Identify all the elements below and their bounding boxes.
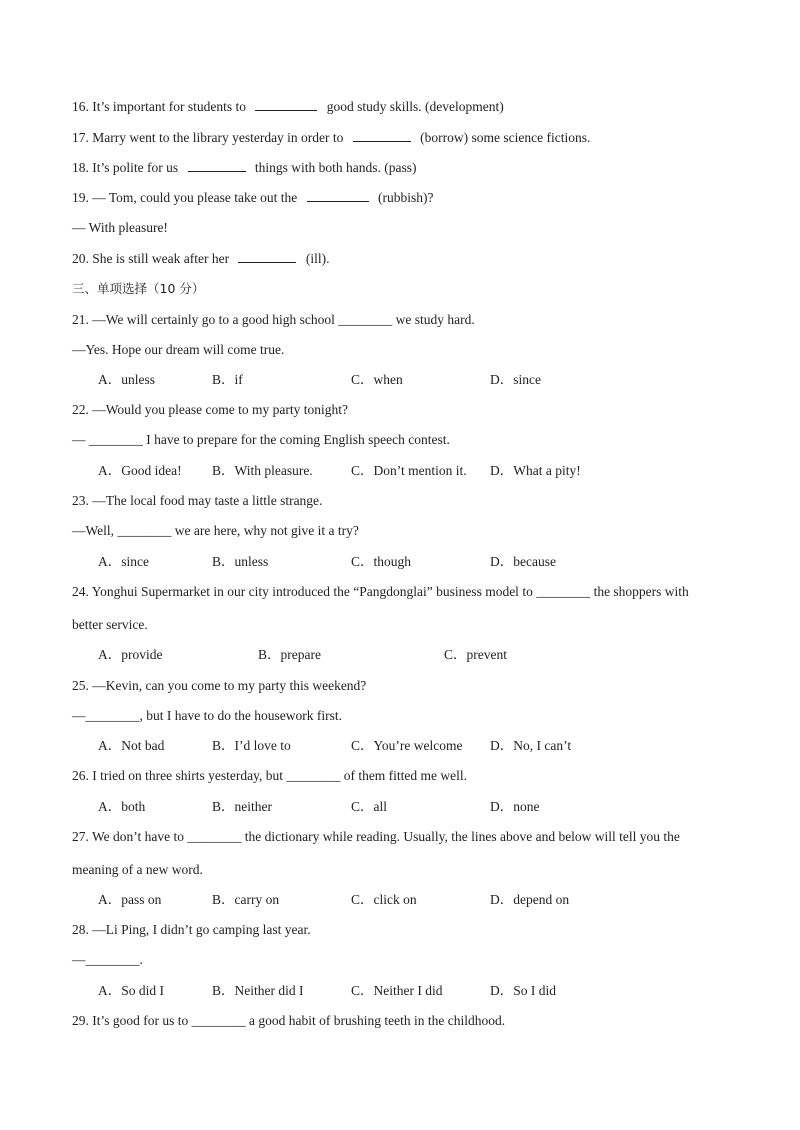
option-b[interactable]: B．With pleasure. <box>212 463 313 478</box>
option-b[interactable]: B．neither <box>212 799 272 814</box>
question-19 <box>72 189 434 206</box>
option-d[interactable]: D．depend on <box>490 892 570 907</box>
option-a[interactable]: A．provide <box>98 647 163 662</box>
answer-blank[interactable] <box>188 159 246 172</box>
question-number: 21. <box>72 312 89 327</box>
question-stem: —Would you please come to my party tonight? <box>92 402 348 417</box>
question-text-after: (borrow) some science fictions. <box>420 130 591 145</box>
option-c[interactable]: C．all <box>351 799 387 814</box>
section-heading: 三、单项选择（10 分） <box>72 281 205 296</box>
question-21-line2: —Yes. Hope our dream will come true. <box>72 342 285 357</box>
option-a[interactable]: A．pass on <box>98 892 162 907</box>
question-text-before: — Tom, could you please take out the <box>92 190 298 205</box>
question-number: 17. <box>72 130 89 145</box>
option-a[interactable]: A．both <box>98 799 146 814</box>
question-21 <box>72 312 475 328</box>
question-number: 23. <box>72 493 89 508</box>
option-b[interactable]: B．prepare <box>258 647 321 662</box>
option-b[interactable]: B．unless <box>212 554 269 569</box>
option-a[interactable]: A．So did I <box>98 983 165 998</box>
question-number: 26. <box>72 768 89 783</box>
question-28-line2: —________. <box>72 952 143 967</box>
option-c[interactable]: C．when <box>351 372 403 387</box>
question-29 <box>72 1013 505 1029</box>
option-c[interactable]: C．prevent <box>444 647 507 662</box>
question-23 <box>72 493 322 509</box>
answer-blank[interactable] <box>255 98 317 111</box>
option-c[interactable]: C．click on <box>351 892 417 907</box>
option-c[interactable]: C．You’re welcome <box>351 738 463 753</box>
question-number: 29. <box>72 1013 89 1028</box>
option-a[interactable]: A．unless <box>98 372 155 387</box>
question-23-line2: —Well, ________ we are here, why not give it a try? <box>72 523 359 538</box>
question-19-reply <box>72 220 168 236</box>
option-c[interactable]: C．Neither I did <box>351 983 443 998</box>
question-stem: —Li Ping, I didn’t go camping last year. <box>92 922 311 937</box>
question-17 <box>72 129 590 146</box>
option-d[interactable]: D．No, I can’t <box>490 738 572 753</box>
question-stem: We don’t have to ________ the dictionary while reading. Usually, the lines above and below will tell you the <box>92 829 680 844</box>
option-c[interactable]: C．though <box>351 554 412 569</box>
question-22 <box>72 402 348 418</box>
question-27-line2: meaning of a new word. <box>72 862 203 877</box>
option-d[interactable]: D．What a pity! <box>490 463 581 478</box>
question-stem: It’s good for us to ________ a good habit of brushing teeth in the childhood. <box>92 1013 506 1028</box>
question-number: 24. <box>72 584 89 599</box>
question-text-after: good study skills. (development) <box>326 99 504 114</box>
question-16 <box>72 98 504 115</box>
answer-blank[interactable] <box>307 189 369 202</box>
question-text-after: (rubbish)? <box>378 190 434 205</box>
question-stem: I tried on three shirts yesterday, but ________ of them fitted me well. <box>92 768 468 783</box>
question-number: 25. <box>72 678 89 693</box>
option-b[interactable]: B．I’d love to <box>212 738 291 753</box>
option-b[interactable]: B．Neither did I <box>212 983 304 998</box>
question-text-before: She is still weak after her <box>92 251 230 266</box>
option-a[interactable]: A．Good idea! <box>98 463 182 478</box>
question-26 <box>72 768 467 784</box>
question-18 <box>72 159 417 176</box>
question-24-line2: better service. <box>72 617 148 632</box>
question-stem: —The local food may taste a little strange. <box>92 493 323 508</box>
question-text-before: It’s important for students to <box>92 99 246 114</box>
option-a[interactable]: A．Not bad <box>98 738 165 753</box>
option-d[interactable]: D．So I did <box>490 983 557 998</box>
question-number: 16. <box>72 99 89 114</box>
question-text-before: Marry went to the library yesterday in order to <box>92 130 344 145</box>
answer-blank[interactable] <box>238 250 296 263</box>
question-22-line2: — ________ I have to prepare for the coming English speech contest. <box>72 432 450 447</box>
option-b[interactable]: B．carry on <box>212 892 280 907</box>
question-text-after: (ill). <box>305 251 330 266</box>
question-27 <box>72 829 680 845</box>
question-number: 22. <box>72 402 89 417</box>
question-20 <box>72 250 329 267</box>
answer-blank[interactable] <box>353 129 411 142</box>
question-stem: —We will certainly go to a good high school ________ we study hard. <box>92 312 475 327</box>
question-25-line2: —________, but I have to do the housework first. <box>72 708 342 723</box>
question-24 <box>72 584 689 600</box>
question-28 <box>72 922 311 938</box>
option-d[interactable]: D．since <box>490 372 541 387</box>
question-text-after: things with both hands. (pass) <box>254 160 417 175</box>
question-25 <box>72 678 366 694</box>
question-number: 20. <box>72 251 89 266</box>
option-c[interactable]: C．Don’t mention it. <box>351 463 467 478</box>
question-text-before: It’s polite for us <box>92 160 179 175</box>
option-b[interactable]: B．if <box>212 372 243 387</box>
option-d[interactable]: D．none <box>490 799 540 814</box>
question-number: 18. <box>72 160 89 175</box>
question-number: 19. <box>72 190 89 205</box>
question-stem: Yonghui Supermarket in our city introduced the “Pangdonglai” business model to ________ the shoppers with <box>91 584 689 599</box>
option-d[interactable]: D．because <box>490 554 556 569</box>
question-number: 27. <box>72 829 89 844</box>
reply-text: — With pleasure! <box>72 220 168 235</box>
option-a[interactable]: A．since <box>98 554 149 569</box>
question-number: 28. <box>72 922 89 937</box>
question-stem: —Kevin, can you come to my party this weekend? <box>92 678 367 693</box>
